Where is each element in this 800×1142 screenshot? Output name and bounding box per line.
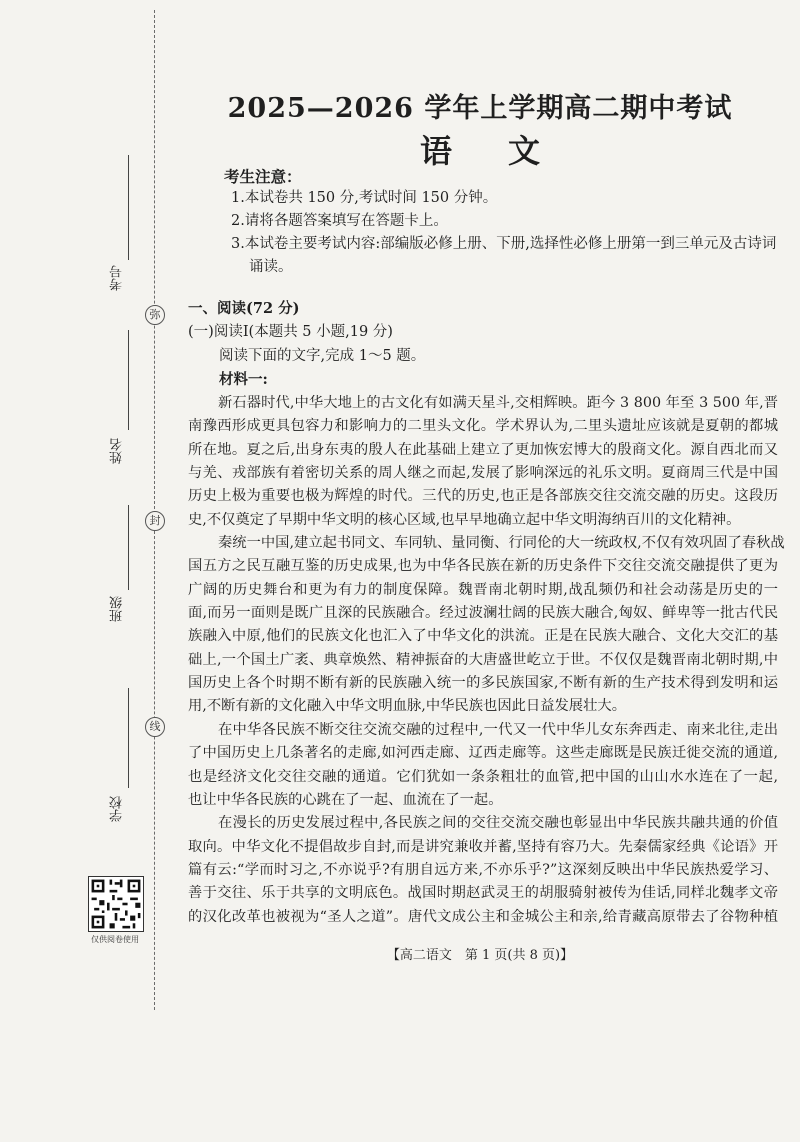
- notice-item: 2.请将各题答案填写在答题卡上。: [231, 213, 448, 229]
- name-label: 姓名: [110, 438, 125, 464]
- exam-number-label: 考号: [110, 265, 125, 291]
- binding-dashed-line: [154, 10, 155, 1010]
- passage-line: 也是经济文化交往交融的通道。它们犹如一条条粗壮的血管,把中国的山山水水连在了一起,: [188, 768, 778, 785]
- reading-instruction: 阅读下面的文字,完成 1～5 题。: [219, 348, 426, 364]
- school-label: 学校: [110, 796, 125, 822]
- passage-line: 篇有云:“学而时习之,不亦说乎?有朋自远方来,不亦乐乎?”这深刻反映出中华民族热爱学习、: [188, 861, 778, 878]
- passage-line: 面,而另一面则是既广且深的民族融合。经过波澜壮阔的民族大融合,匈奴、鲜卑等一批古代民: [188, 605, 778, 622]
- passage-line: 新石器时代,中华大地上的古文化有如满天星斗,交相辉映。距今 3 800 年至 3 500 年,晋: [218, 395, 778, 411]
- material-label: 材料一:: [219, 371, 268, 388]
- passage-line: 史,不仅奠定了早期中华文明的核心区域,也早早地确立起中华文明海纳百川的文化精神。: [188, 511, 741, 528]
- subject-title: 语文: [419, 132, 596, 170]
- qr-caption: 仅供阅卷使用: [91, 935, 139, 944]
- passage-line: 国历史上各个时期不断有新的民族融入统一的多民族国家,不断有新的生产技术得到发明和运: [188, 675, 778, 692]
- passage-line: 在漫长的历史发展过程中,各民族之间的交往交流交融也彰显出中华民族共融共通的价值: [218, 815, 778, 832]
- passage-line: 所在地。夏之后,出身东夷的殷人在此基础上建立了更加恢宏博大的殷商文化。源自西北而又: [188, 441, 778, 458]
- passage-line: 也让中华各民族的心跳在了一起、血流在了一起。: [188, 791, 503, 808]
- passage-line: 广阔的历史舞台和更为有力的制度保障。魏晋南北朝时期,战乱频仍和社会动荡是历史的一: [188, 581, 778, 598]
- class-label: 班级: [110, 596, 125, 622]
- passage-line: 了中国历史上几条著名的走廊,如河西走廊、辽西走廊等。这些走廊既是民族迁徙交流的通道,: [188, 745, 778, 762]
- seal-char-feng: 封: [145, 511, 165, 531]
- section-title: 一、阅读(72 分): [188, 300, 300, 317]
- notice-heading: 考生注意：: [224, 167, 302, 186]
- exam-number-blank[interactable]: [128, 155, 129, 260]
- class-blank[interactable]: [128, 505, 129, 590]
- notice-item: 1.本试卷共 150 分,考试时间 150 分钟。: [231, 190, 498, 206]
- notice-item: 诵读。: [249, 259, 293, 275]
- passage-line: 与羌、戎部族有着密切关系的周人继之而起,发展了影响深远的礼乐文明。夏商周三代是中国: [188, 465, 778, 482]
- passage-line: 础上,一个国土广袤、典章焕然、精神振奋的大唐盛世屹立于世。不仅仅是魏晋南北朝时期,中: [188, 651, 778, 668]
- passage-line: 历史上极为重要也极为辉煌的时代。三代的历史,也正是各部族交往交流交融的历史。这段历: [188, 488, 778, 505]
- name-blank[interactable]: [128, 330, 129, 430]
- passage-line: 用,不断有新的文化融入中华文明血脉,中华民族也因此日益发展壮大。: [188, 698, 626, 715]
- passage-line: 取向。中华文化不提倡故步自封,而是讲究兼收并蓄,坚持有容乃大。先秦儒家经典《论语》开: [188, 838, 778, 855]
- notice-item: 3.本试卷主要考试内容:部编版必修上册、下册,选择性必修上册第一到三单元及古诗词: [231, 236, 777, 252]
- seal-char-xian: 线: [145, 717, 165, 737]
- passage-line: 国五方之民互融互鉴的历史成果,也为中华各民族在新的历史条件下交往交流交融提供了更为: [188, 558, 778, 575]
- passage-line: 的汉化改革也被视为“圣人之道”。唐代文成公主和金城公主和亲,给青藏高原带去了谷物种植: [188, 908, 778, 925]
- passage-line: 秦统一中国,建立起书同文、车同轨、量同衡、行同伦的大一统政权,不仅有效巩固了春秋战: [218, 535, 785, 552]
- passage-line: 族融入中原,他们的民族文化也汇入了中华文化的洪流。正是在民族大融合、文化大交汇的基: [188, 628, 778, 645]
- exam-title: 2025—2026 学年上学期高二期中考试: [227, 93, 733, 124]
- passage-line: 在中华各民族不断交往交流交融的过程中,一代又一代中华儿女东奔西走、南来北往,走出: [218, 721, 778, 738]
- passage-line: 南豫西形成更具包容力和影响力的二里头文化。学术界认为,二里头遗址应该就是夏朝的都城: [188, 418, 778, 435]
- reading-passage: [188, 392, 785, 929]
- qr-code-icon: [88, 876, 144, 932]
- subsection-title: (一)阅读Ⅰ(本题共 5 小题,19 分): [188, 324, 393, 340]
- page-footer: 【高二语文 第 1 页(共 8 页)】: [386, 948, 574, 963]
- notice-list: [231, 187, 791, 279]
- school-blank[interactable]: [128, 688, 129, 788]
- passage-line: 善于交往、乐于共享的文明底色。战国时期赵武灵王的胡服骑射被传为佳话,同样北魏孝文帝: [188, 885, 778, 902]
- seal-char-mi: 弥: [145, 305, 165, 325]
